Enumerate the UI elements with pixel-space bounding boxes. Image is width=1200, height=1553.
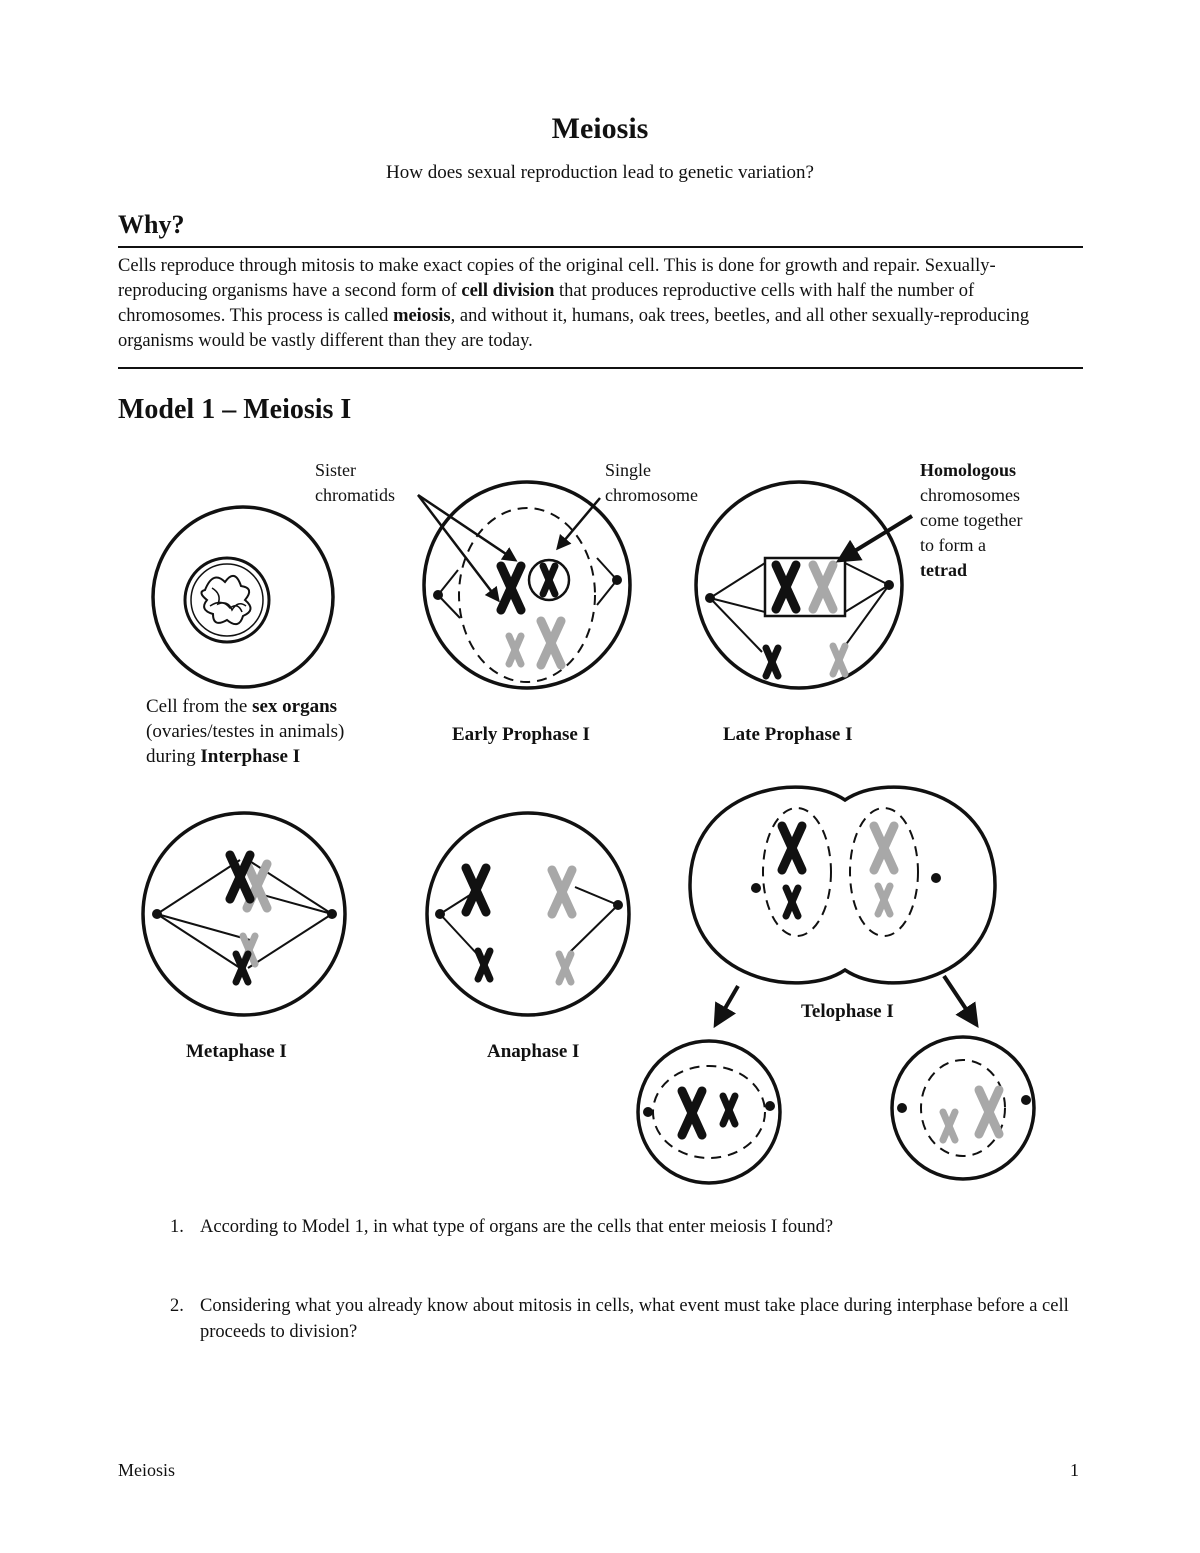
why-cell-division: cell division	[461, 281, 555, 301]
why-paragraph	[118, 254, 1083, 354]
question-1-number: 1.	[170, 1217, 184, 1237]
label-during: during	[146, 746, 201, 767]
label-to-form-a: to form a	[920, 535, 986, 555]
question-2-text: Considering what you already know about mitosis in cells, what event must take place during interphase before a cell proceeds to division?	[200, 1296, 1069, 1342]
daughter-cell-left	[638, 1041, 780, 1183]
why-text-3: , and without it, humans, oak trees, beetles, and all other sexually-reproducing organisms would be vastly different than they are today.	[118, 306, 1030, 351]
caption-telophase: Telophase I	[801, 1001, 894, 1022]
caption-metaphase: Metaphase I	[186, 1041, 287, 1062]
label-single-chromosome	[605, 458, 698, 508]
label-come-together: come together	[920, 510, 1023, 530]
label-sex-organs: sex organs	[252, 696, 338, 717]
footer-page-number: 1	[1070, 1460, 1079, 1480]
label-arrows	[418, 495, 912, 600]
page-title: Meiosis	[551, 112, 649, 145]
question-2-number: 2.	[170, 1296, 184, 1316]
late-prophase-cell	[696, 482, 902, 688]
label-cell-from-the: Cell from the	[146, 696, 253, 717]
early-prophase-cell	[424, 482, 630, 688]
why-text-2: that produces reproductive cells with half the number of chromosomes. This process is called	[118, 281, 975, 326]
why-meiosis: meiosis	[393, 306, 451, 326]
label-ovaries-testes: (ovaries/testes in animals)	[146, 721, 345, 742]
label-homologous-tetrad	[920, 458, 1022, 583]
interphase-cell	[153, 507, 333, 687]
why-top-rule	[118, 246, 1083, 248]
label-chromosome: chromosome	[605, 485, 698, 505]
anaphase-cell	[427, 813, 629, 1015]
label-sister: Sister	[315, 460, 357, 480]
page-subtitle: How does sexual reproduction lead to genetic variation?	[386, 162, 814, 183]
label-chromatids: chromatids	[315, 485, 395, 505]
model-heading: Model 1 – Meiosis I	[118, 394, 352, 425]
daughter-cell-right	[892, 1037, 1034, 1179]
footer-title: Meiosis	[118, 1460, 176, 1480]
caption-early-prophase: Early Prophase I	[452, 724, 590, 745]
label-sister-chromatids	[315, 458, 395, 508]
label-interphase-cell	[146, 694, 344, 769]
label-homologous: Homologous	[920, 460, 1017, 480]
caption-late-prophase: Late Prophase I	[723, 724, 853, 745]
caption-anaphase: Anaphase I	[487, 1041, 580, 1062]
why-text-1: Cells reproduce through mitosis to make exact copies of the original cell. This is done for growth and repair. Sexually-reproducing organisms have a second form of	[118, 256, 996, 301]
why-bottom-rule	[118, 367, 1083, 369]
question-1-text: According to Model 1, in what type of organs are the cells that enter meiosis I found?	[200, 1217, 834, 1237]
telophase-cell	[690, 787, 995, 1024]
metaphase-cell	[143, 813, 345, 1015]
label-interphase-i: Interphase I	[200, 746, 301, 767]
why-heading: Why?	[118, 210, 185, 239]
label-tetrad: tetrad	[920, 560, 967, 580]
label-chromosomes: chromosomes	[920, 485, 1020, 505]
label-single: Single	[605, 460, 652, 480]
